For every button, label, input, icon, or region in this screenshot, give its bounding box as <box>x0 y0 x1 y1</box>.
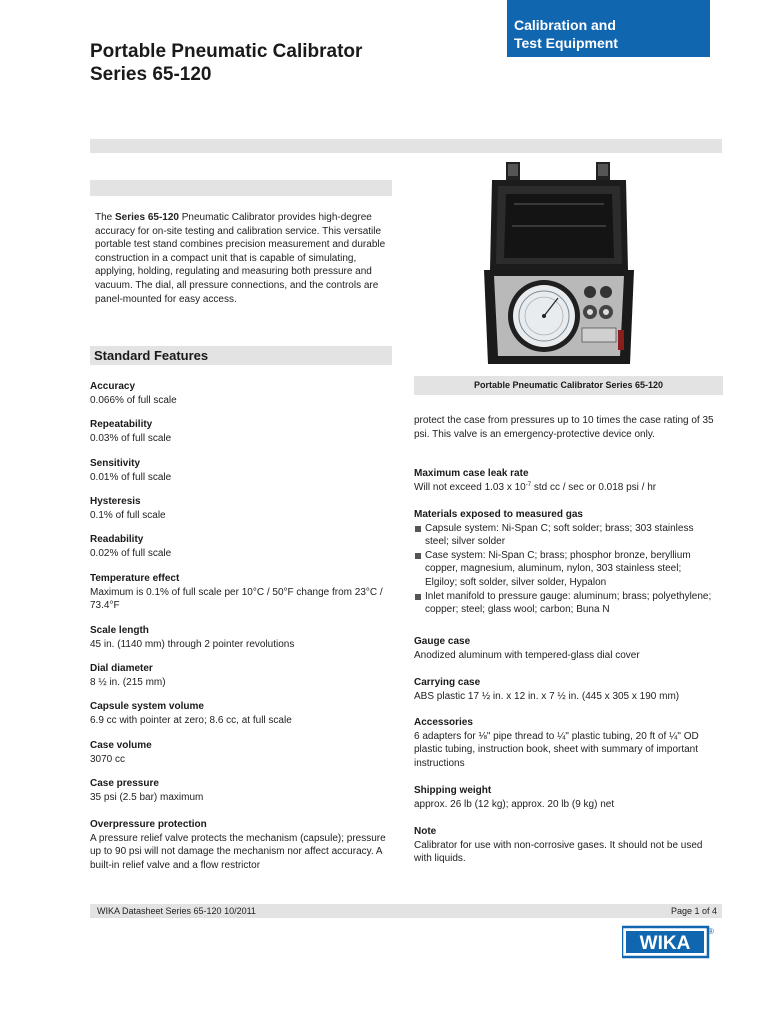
wika-logo <box>622 925 714 959</box>
standard-features-heading: Standard Features <box>90 346 392 365</box>
spec-gauge-case <box>414 635 714 662</box>
spec-heading: Readability <box>90 534 144 545</box>
footer-page-number: Page 1 of 4 <box>670 906 717 916</box>
title-line-1: Portable Pneumatic Calibrator <box>90 41 363 62</box>
page-title <box>90 40 490 86</box>
spec-value: approx. 26 lb (12 kg); approx. 20 lb (9 kg) net <box>414 798 615 810</box>
spec-materials <box>414 508 714 617</box>
spec-heading: Overpressure protection <box>90 819 207 830</box>
spec-value: 0.01% of full scale <box>90 471 172 483</box>
logo-registered-mark: ® <box>708 927 714 936</box>
spec-note <box>414 825 714 866</box>
photo-caption: Portable Pneumatic Calibrator Series 65-120 <box>414 376 723 395</box>
spec-value: Maximum is 0.1% of full scale per 10°C / 50°F change from 23°C / 73.4°F <box>90 586 383 612</box>
intro-header-bar <box>90 180 392 196</box>
spec-heading: Accessories <box>414 717 473 728</box>
intro-paragraph <box>95 211 390 306</box>
spec-carrying-case <box>414 676 714 703</box>
spec-capsule-volume <box>90 700 390 727</box>
spec-heading: Repeatability <box>90 419 153 430</box>
spec-case-volume <box>90 739 390 766</box>
spec-value: Anodized aluminum with tempered-glass dial cover <box>414 649 640 661</box>
leak-value-pre: Will not exceed 1.03 x 10 <box>414 481 526 493</box>
overpressure-continued <box>414 414 714 441</box>
spec-shipping-weight <box>414 784 714 811</box>
spec-heading: Capsule system volume <box>90 701 204 712</box>
spec-accessories <box>414 716 709 770</box>
list-item: Case system: Ni-Span C; brass; phosphor bronze, beryllium copper, magnesium, aluminum, nylon, 303 stainless steel; Elgiloy; soft solder, silver solder, Hypalon <box>414 549 714 590</box>
intro-text-pre: The <box>95 212 116 223</box>
spec-heading: Note <box>414 826 437 837</box>
spec-value: 3070 cc <box>90 753 126 765</box>
spec-value: 6.9 cc with pointer at zero; 8.6 cc, at full scale <box>90 714 292 726</box>
spec-heading: Sensitivity <box>90 458 141 469</box>
spec-scale-length <box>90 624 390 651</box>
spec-value: protect the case from pressures up to 10 times the case rating of 35 psi. This valve is an emergency-protective device only. <box>414 415 714 440</box>
spec-value: 0.1% of full scale <box>90 509 166 521</box>
spec-dial-diameter <box>90 662 390 689</box>
spec-heading: Dial diameter <box>90 663 153 674</box>
leak-exponent: -7 <box>525 481 532 488</box>
spec-value: 0.02% of full scale <box>90 547 172 559</box>
footer-datasheet-info: WIKA Datasheet Series 65-120 10/2011 <box>97 906 256 916</box>
spec-value: ABS plastic 17 ½ in. x 12 in. x 7 ½ in. (445 x 305 x 190 mm) <box>414 690 680 702</box>
spec-heading: Carrying case <box>414 677 481 688</box>
spec-value: 0.03% of full scale <box>90 432 172 444</box>
leak-value-post: std cc / sec or 0.018 psi / hr <box>531 481 657 493</box>
category-line-1: Calibration and <box>514 17 616 33</box>
materials-list <box>414 522 714 617</box>
spec-heading: Temperature effect <box>90 573 180 584</box>
spec-temperature-effect <box>90 572 390 613</box>
spec-value: Calibrator for use with non-corrosive gases. It should not be used with liquids. <box>414 839 703 865</box>
spec-value: A pressure relief valve protects the mechanism (capsule); pressure up to 90 psi will not damage the mechanism nor affect accuracy. A built-in relief valve and a flow restrictor <box>90 832 386 871</box>
spec-heading: Hysteresis <box>90 496 141 507</box>
category-banner <box>507 0 710 57</box>
list-item: Capsule system: Ni-Span C; soft solder; brass; 303 stainless steel; silver solder <box>414 522 714 549</box>
spec-heading: Shipping weight <box>414 785 492 796</box>
spec-value: 6 adapters for ⅛" pipe thread to ¼" plastic tubing, 20 ft of ¼" OD plastic tubing, instruction book, sheet with summary of important instructions <box>414 730 699 769</box>
spec-overpressure-protection <box>90 818 388 872</box>
spec-value: 45 in. (1140 mm) through 2 pointer revolutions <box>90 638 295 650</box>
product-photo <box>478 160 640 370</box>
list-item: Inlet manifold to pressure gauge: aluminum; brass; polyethylene; copper; steel; glass wool; carbon; Buna N <box>414 590 714 617</box>
spec-value: 0.066% of full scale <box>90 394 177 406</box>
spec-value: 35 psi (2.5 bar) maximum <box>90 791 204 803</box>
spec-accuracy <box>90 380 390 407</box>
spec-value: 8 ½ in. (215 mm) <box>90 676 166 688</box>
header-divider-bar <box>90 139 722 153</box>
logo-text: WIKA <box>639 933 691 954</box>
spec-value <box>414 481 714 495</box>
spec-heading: Accuracy <box>90 381 136 392</box>
spec-readability <box>90 533 390 560</box>
spec-sensitivity <box>90 457 390 484</box>
spec-heading: Case volume <box>90 740 152 751</box>
intro-text-post: Pneumatic Calibrator provides high-degree accuracy for on-site testing and calibration service. This versatile portable test stand combines precision measurement and durable construction in a compact unit that is capable of simulating, applying, holding, regulating and measuring both pressure and vacuum. The dial, all pressure connections, and the controls are panel-mounted for easy access. <box>95 212 386 305</box>
category-line-2: Test Equipment <box>514 35 618 51</box>
spec-case-leak-rate <box>414 467 714 494</box>
spec-heading: Gauge case <box>414 636 471 647</box>
title-line-2: Series 65-120 <box>90 64 212 85</box>
spec-heading: Case pressure <box>90 778 159 789</box>
spec-heading: Materials exposed to measured gas <box>414 509 583 520</box>
spec-case-pressure <box>90 777 390 804</box>
spec-heading: Scale length <box>90 625 149 636</box>
spec-repeatability <box>90 418 390 445</box>
spec-hysteresis <box>90 495 390 522</box>
spec-heading: Maximum case leak rate <box>414 468 529 479</box>
intro-text-bold: Series 65-120 <box>115 212 179 223</box>
